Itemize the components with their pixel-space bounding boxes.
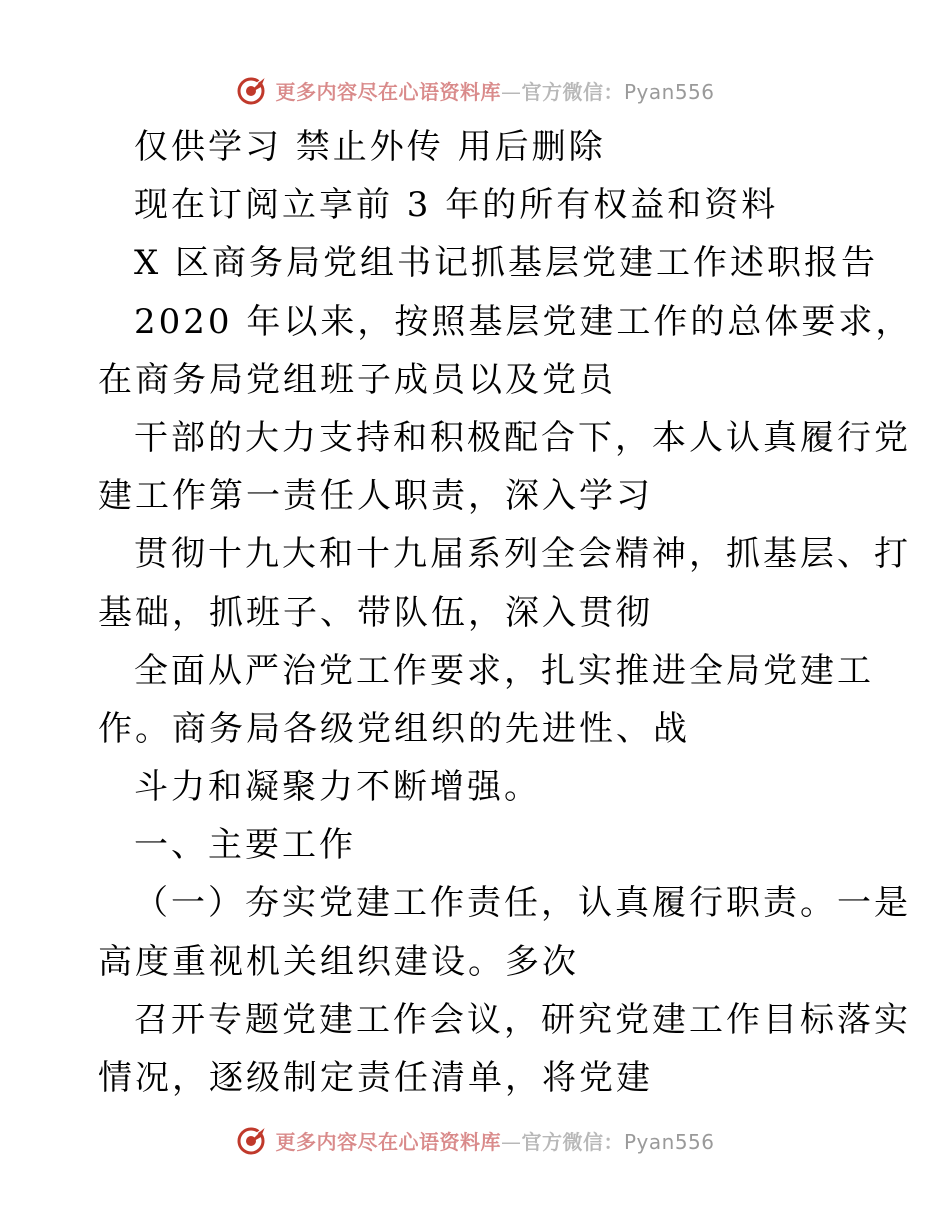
- text-line: 干部的大力支持和积极配合下，本人认真履行党: [134, 417, 911, 458]
- text-line: 贯彻十九大和十九届系列全会精神，抓基层、打: [134, 534, 911, 575]
- text-line: 现在订阅立享前 3 年的所有权益和资料: [134, 185, 779, 226]
- document-body: [0, 118, 950, 1107]
- watermark-dash: —: [500, 79, 522, 104]
- text-line: 高度重视机关组织建设。多次: [98, 941, 579, 982]
- watermark-main-text: 更多内容尽在心语资料库: [275, 79, 501, 104]
- text-line: 情况，逐级制定责任清单，将党建: [98, 1058, 653, 1098]
- text-line: 作。商务局各级党组织的先进性、战: [98, 708, 690, 749]
- watermark-wechat-id: Pyan556: [623, 1129, 715, 1154]
- text-line: 一、主要工作: [134, 825, 356, 866]
- text-line: 在商务局党组班子成员以及党员: [98, 359, 616, 400]
- watermark-footer: [0, 1120, 950, 1160]
- watermark-main-text: 更多内容尽在心语资料库: [275, 1129, 501, 1154]
- text-line: （一）夯实党建工作责任，认真履行职责。一是: [134, 883, 911, 924]
- watermark-sub-text: 官方微信：: [521, 1129, 624, 1154]
- text-line: 仅供学习 禁止外传 用后删除: [134, 127, 606, 167]
- watermark-header: [0, 70, 950, 110]
- text-line: 2020 年以来，按照基层党建工作的总体要求，: [134, 301, 913, 342]
- watermark-text: [275, 1126, 714, 1155]
- watermark-inner: [235, 1123, 714, 1157]
- watermark-wechat-id: Pyan556: [623, 79, 715, 104]
- text-line: 基础，抓班子、带队伍，深入贯彻: [98, 592, 653, 633]
- watermark-text: [275, 76, 714, 105]
- watermark-sub-text: 官方微信：: [521, 79, 624, 104]
- text-line: 建工作第一责任人职责，深入学习: [98, 476, 653, 517]
- text-line: 斗力和凝聚力不断增强。: [134, 767, 541, 808]
- watermark-inner: [235, 73, 714, 107]
- watermark-dash: —: [500, 1129, 522, 1154]
- text-line: 召开专题党建工作会议，研究党建工作目标落实: [134, 999, 911, 1040]
- text-line: X 区商务局党组书记抓基层党建工作述职报告: [134, 243, 879, 284]
- text-line: 全面从严治党工作要求，扎实推进全局党建工: [134, 650, 874, 691]
- quill-logo-icon: [235, 73, 269, 107]
- quill-logo-icon: [235, 1123, 269, 1157]
